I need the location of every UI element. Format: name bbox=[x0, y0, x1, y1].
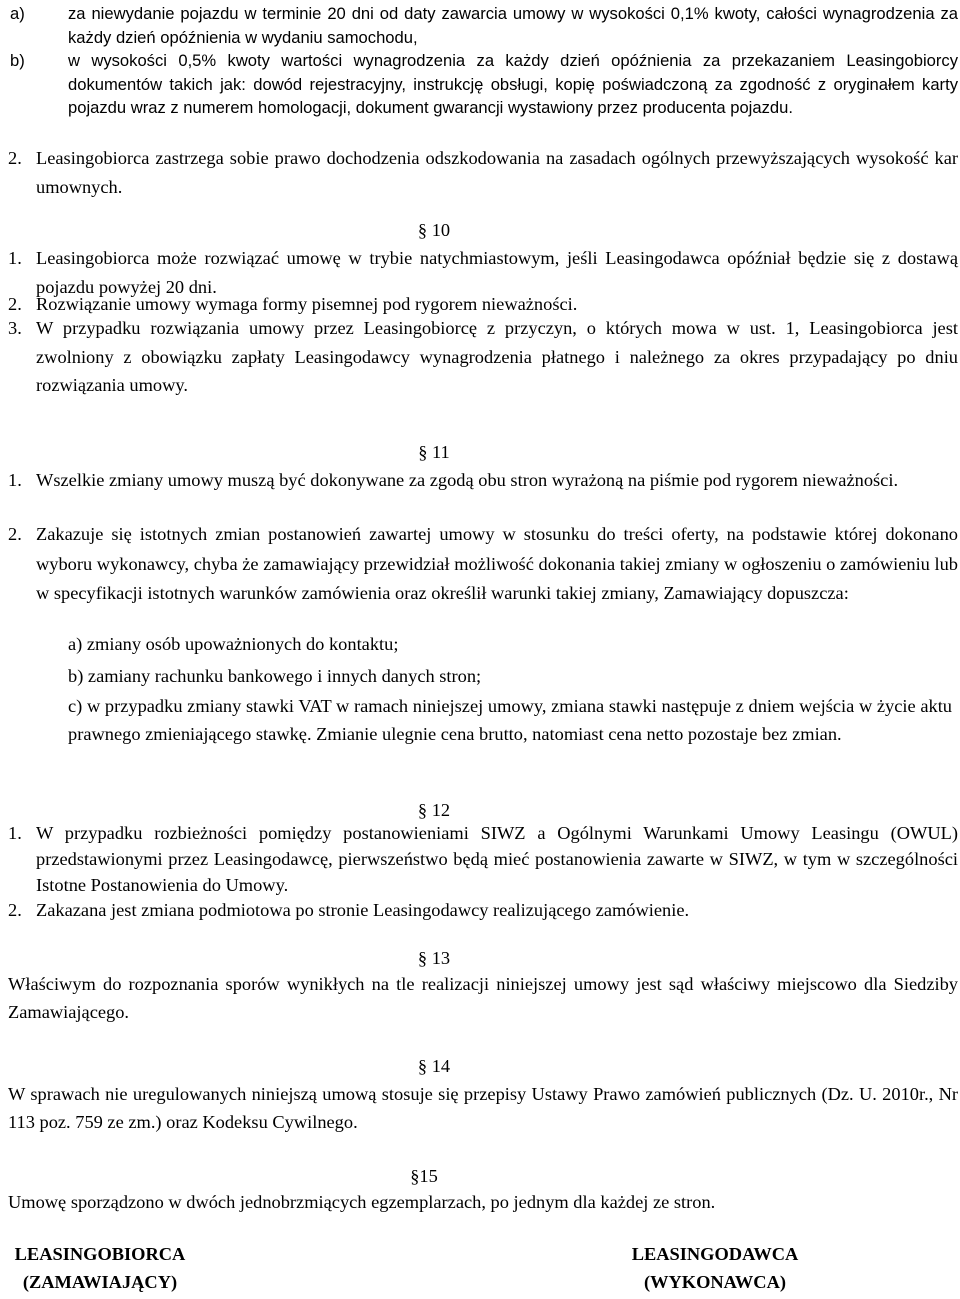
item-number: 1. bbox=[8, 248, 22, 268]
section-10-item-3 bbox=[8, 314, 958, 400]
section-12-heading: § 12 bbox=[417, 800, 451, 820]
section-15-text: Umowę sporządzono w dwóch jednobrzmiących egzemplarzach, po jednym dla każdej ze stron. bbox=[8, 1192, 716, 1212]
signature-left-title: LEASINGOBIORCA bbox=[14, 1244, 186, 1264]
item-text: Leasingobiorca może rozwiązać umowę w trybie natychmiastowym, jeśli Leasingodawca opóźniał będzie się z dostawą pojazdu powyżej 20 dni. bbox=[36, 248, 958, 297]
section-11-sub-b: b) zamiany rachunku bankowego i innych danych stron; bbox=[68, 666, 482, 686]
penalty-item-a bbox=[10, 2, 958, 49]
item-text: Zakazana jest zmiana podmiotowa po stronie Leasingodawcy realizującego zamówienie. bbox=[36, 900, 690, 920]
item-text: Leasingobiorca zastrzega sobie prawo dochodzenia odszkodowania na zasadach ogólnych przewyższających wysokość kar umownych. bbox=[36, 148, 958, 197]
item-text: W przypadku rozbieżności pomiędzy postanowieniami SIWZ a Ogólnymi Warunkami Umowy Leasingu (OWUL) przedstawionymi przez Leasingodawcę, pierwszeństwo będą mieć postanowienia zawarte w SIWZ, w tym w szczególności Istotne Postanowienia do Umowy. bbox=[36, 823, 958, 895]
item-letter: b) bbox=[10, 51, 25, 70]
item-text: Rozwiązanie umowy wymaga formy pisemnej pod rygorem nieważności. bbox=[36, 294, 578, 314]
section-10-heading: § 10 bbox=[417, 220, 451, 240]
penalty-item-b bbox=[10, 49, 958, 120]
paragraph-2-damages bbox=[8, 144, 958, 201]
section-14-heading: § 14 bbox=[417, 1056, 451, 1076]
item-text: w wysokości 0,5% kwoty wartości wynagrodzenia za każdy dzień opóźnienia za przekazaniem Leasingobiorcy dokumentów takich jak: dowód rejestracyjny, instrukcję obsługi, kopię poświadczoną za zgodność z oryginałem karty pojazdu wraz z numerem homologacji, dokument gwarancji wystawiony przez producenta pojazdu. bbox=[68, 51, 958, 118]
section-13-text: Właściwym do rozpoznania sporów wynikłych na tle realizacji niniejszej umowy jest sąd właściwy miejscowo dla Siedziby Zamawiającego. bbox=[8, 974, 958, 1022]
item-text: Zakazuje się istotnych zmian postanowień zawartej umowy w stosunku do treści oferty, na podstawie której dokonano wyboru wykonawcy, chyba że zamawiający przewidział możliwość dokonania takiej zmiany w ogłoszeniu o zamówieniu lub w specyfikacji istotnych warunków zamówienia oraz określił warunki takiej zmiany, Zamawiający dopuszcza: bbox=[36, 524, 958, 603]
section-12-item-2 bbox=[8, 896, 958, 925]
item-number: 2. bbox=[8, 294, 22, 314]
item-number: 2. bbox=[8, 148, 22, 168]
item-number: 1. bbox=[8, 470, 22, 490]
item-letter: a) bbox=[10, 4, 25, 23]
section-11-sub-a: a) zmiany osób upoważnionych do kontaktu; bbox=[68, 634, 399, 654]
item-text: za niewydanie pojazdu w terminie 20 dni od daty zawarcia umowy w wysokości 0,1% kwoty, całości wynagrodzenia za każdy dzień opóźnienia w wydaniu samochodu, bbox=[68, 4, 958, 47]
item-number: 3. bbox=[8, 318, 22, 338]
section-13-heading: § 13 bbox=[417, 948, 451, 968]
signature-right-title: LEASINGODAWCA bbox=[631, 1244, 799, 1264]
section-11-item-2 bbox=[8, 520, 958, 609]
section-11-heading: § 11 bbox=[418, 442, 450, 462]
item-number: 2. bbox=[8, 900, 22, 920]
signature-left-role: (ZAMAWIAJĄCY) bbox=[22, 1272, 178, 1292]
section-15-heading: §15 bbox=[410, 1166, 438, 1186]
section-11-item-1 bbox=[8, 466, 958, 495]
section-11-sub-c: c) w przypadku zmiany stawki VAT w ramach niniejszej umowy, zmiana stawki następuje z dniem wejścia w życie aktu prawnego zmieniającego stawkę. Zmianie ulegnie cena brutto, natomiast cena netto pozostaje bez zmian. bbox=[68, 696, 952, 744]
section-12-item-1 bbox=[8, 820, 958, 898]
item-text: Wszelkie zmiany umowy muszą być dokonywane za zgodą obu stron wyrażoną na piśmie pod rygorem nieważności. bbox=[36, 470, 899, 490]
item-number: 2. bbox=[8, 524, 22, 544]
signature-right-role: (WYKONAWCA) bbox=[643, 1272, 786, 1292]
section-14-text: W sprawach nie uregulowanych niniejszą umową stosuje się przepisy Ustawy Prawo zamówień publicznych (Dz. U. 2010r., Nr 113 poz. 759 ze zm.) oraz Kodeksu Cywilnego. bbox=[8, 1084, 958, 1132]
item-number: 1. bbox=[8, 823, 22, 843]
item-text: W przypadku rozwiązania umowy przez Leasingobiorcę z przyczyn, o których mowa w ust. 1, Leasingobiorca jest zwolniony z obowiązku zapłaty Leasingodawcy wynagrodzenia płatnego i należnego za okres przypadający po dniu rozwiązania umowy. bbox=[36, 318, 958, 396]
